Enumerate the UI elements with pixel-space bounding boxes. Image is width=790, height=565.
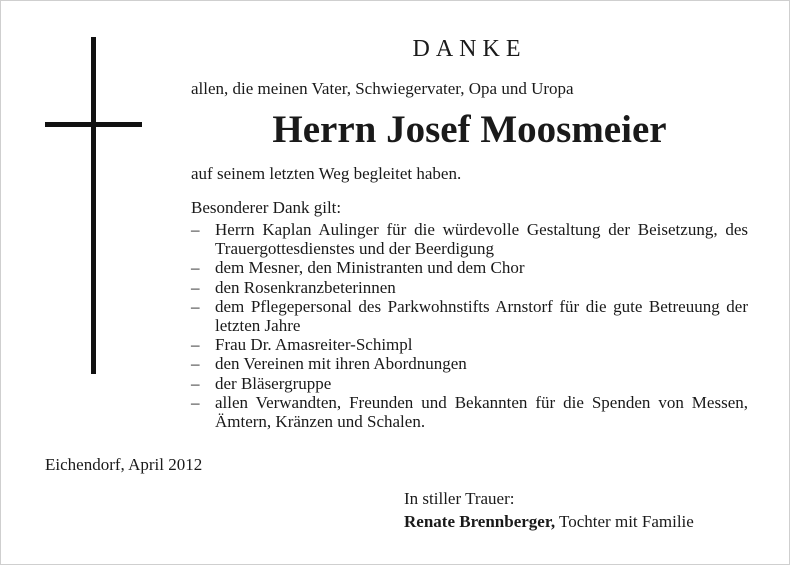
dash: – [191,392,200,412]
place-date: Eichendorf, April 2012 [45,455,203,474]
list-item [191,393,748,431]
list-item-text: der Bläsergruppe [215,373,332,393]
deceased-name: Herrn Josef Moosmeier [272,108,667,151]
after-name-text: auf seinem letzten Weg begleitet haben. [191,164,462,183]
list-item [191,278,748,297]
list-item [191,220,748,258]
thanks-label: Besonderer Dank gilt: [191,198,342,217]
cross-icon-bar [45,122,142,127]
notice-heading: DANKE [412,36,527,62]
signer-name: Renate Brennberger, [404,512,556,531]
list-item [191,297,748,335]
list-item-text: den Rosenkranzbeterinnen [215,277,396,297]
dash: – [191,335,200,355]
cross-icon [91,37,96,374]
dash: – [191,220,200,239]
list-item [191,335,748,354]
thanks-list [191,220,748,431]
dash: – [191,277,200,297]
list-item-text: dem Mesner, den Ministranten und dem Chor [215,258,525,278]
list-item-text: Herrn Kaplan Aulinger für die würdevolle Gestaltung der Beisetzung, des Trauergottesdienstes und der Beerdigung [215,220,748,259]
mourning-label: In stiller Trauer: [404,489,515,508]
intro-text: allen, die meinen Vater, Schwiegervater, Opa und Uropa [191,79,574,98]
list-item [191,258,748,277]
list-item-text: den Vereinen mit ihren Abordnungen [215,354,467,374]
dash: – [191,296,200,316]
list-item [191,374,748,393]
dash: – [191,354,200,374]
dash: – [191,373,200,393]
signature-line [404,512,694,532]
list-item-text: dem Pflegepersonal des Parkwohnstifts Arnstorf für die gute Betreuung der letzten Jahre [215,296,748,336]
list-item-text: allen Verwandten, Freunden und Bekannten für die Spenden von Messen, Ämtern, Kränzen und Schalen. [215,392,748,432]
signer-relation: Tochter mit Familie [559,512,694,531]
list-item [191,354,748,373]
list-item-text: Frau Dr. Amasreiter-Schimpl [215,335,413,355]
dash: – [191,258,200,278]
